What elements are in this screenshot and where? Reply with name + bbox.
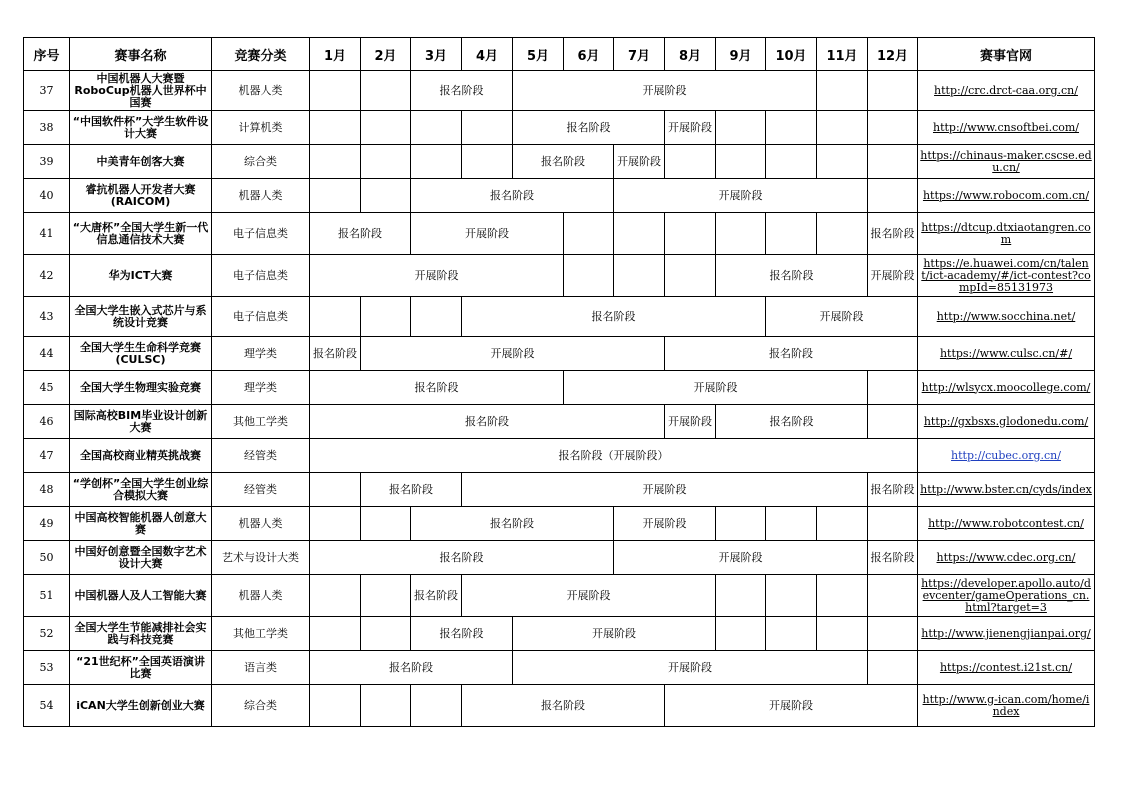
month-cell-empty — [716, 111, 766, 145]
month-cell-empty — [361, 685, 411, 727]
stage-cell: 报名阶段 — [361, 473, 462, 507]
stage-cell: 报名阶段 — [310, 337, 361, 371]
month-cell-empty — [310, 179, 361, 213]
official-website-cell — [918, 213, 1095, 255]
stage-cell: 开展阶段 — [411, 213, 564, 255]
table-row — [24, 255, 1095, 297]
month-cell-empty — [817, 617, 868, 651]
competition-category: 理学类 — [212, 371, 310, 405]
stage-cell: 开展阶段 — [766, 297, 918, 337]
stage-cell: 报名阶段 — [411, 617, 513, 651]
column-header: 6月 — [564, 38, 614, 71]
table-body — [24, 71, 1095, 727]
stage-cell: 开展阶段 — [462, 473, 868, 507]
month-cell-empty — [868, 575, 918, 617]
month-cell-empty — [868, 371, 918, 405]
month-cell-empty — [411, 145, 462, 179]
stage-cell: 报名阶段 — [310, 541, 614, 575]
competition-category: 机器人类 — [212, 575, 310, 617]
month-cell-empty — [310, 111, 361, 145]
competition-name: 全国大学生生命科学竞赛(CULSC) — [70, 337, 212, 371]
month-cell-empty — [868, 405, 918, 439]
row-number: 50 — [24, 541, 70, 575]
stage-cell: 开展阶段 — [513, 617, 716, 651]
official-website-link[interactable]: http://www.socchina.net/ — [936, 309, 1076, 323]
column-header: 9月 — [716, 38, 766, 71]
competition-category: 机器人类 — [212, 71, 310, 111]
month-cell-empty — [817, 71, 868, 111]
month-cell-empty — [716, 617, 766, 651]
official-website-cell — [918, 541, 1095, 575]
column-header: 竞赛分类 — [212, 38, 310, 71]
stage-cell: 报名阶段 — [462, 297, 766, 337]
official-website-cell — [918, 685, 1095, 727]
official-website-cell — [918, 71, 1095, 111]
month-cell-empty — [361, 71, 411, 111]
official-website-cell — [918, 617, 1095, 651]
month-cell-empty — [766, 213, 817, 255]
table-row — [24, 685, 1095, 727]
month-cell-empty — [716, 145, 766, 179]
competition-category: 艺术与设计大类 — [212, 541, 310, 575]
official-website-link[interactable]: http://www.cnsoftbei.com/ — [932, 120, 1079, 134]
column-header: 4月 — [462, 38, 513, 71]
column-header: 赛事名称 — [70, 38, 212, 71]
month-cell-empty — [665, 145, 716, 179]
table-row — [24, 439, 1095, 473]
row-number: 40 — [24, 179, 70, 213]
stage-cell: 报名阶段 — [868, 541, 918, 575]
month-cell-empty — [817, 507, 868, 541]
table-row — [24, 213, 1095, 255]
month-cell-empty — [411, 111, 462, 145]
table-row — [24, 473, 1095, 507]
official-website-link[interactable]: https://www.robocom.com.cn/ — [922, 188, 1090, 202]
official-website-cell — [918, 297, 1095, 337]
month-cell-empty — [310, 685, 361, 727]
stage-cell: 报名阶段 — [411, 507, 614, 541]
competition-name: 全国高校商业精英挑战赛 — [70, 439, 212, 473]
stage-cell: 开展阶段 — [665, 111, 716, 145]
row-number: 46 — [24, 405, 70, 439]
stage-cell: 开展阶段 — [310, 255, 564, 297]
competition-name: 中国机器人及人工智能大赛 — [70, 575, 212, 617]
competition-category: 计算机类 — [212, 111, 310, 145]
table-row — [24, 405, 1095, 439]
column-header: 10月 — [766, 38, 817, 71]
month-cell-empty — [868, 651, 918, 685]
month-cell-empty — [310, 473, 361, 507]
competition-name: 全国大学生嵌入式芯片与系统设计竞赛 — [70, 297, 212, 337]
column-header: 序号 — [24, 38, 70, 71]
stage-cell: 报名阶段（开展阶段） — [310, 439, 918, 473]
month-cell-empty — [361, 617, 411, 651]
stage-cell: 开展阶段 — [614, 179, 868, 213]
row-number: 39 — [24, 145, 70, 179]
stage-cell: 报名阶段 — [310, 651, 513, 685]
month-cell-empty — [817, 145, 868, 179]
competition-name: “21世纪杯”全国英语演讲比赛 — [70, 651, 212, 685]
column-header: 12月 — [868, 38, 918, 71]
official-website-link[interactable]: https://www.culsc.cn/#/ — [939, 346, 1073, 360]
competition-category: 理学类 — [212, 337, 310, 371]
stage-cell: 报名阶段 — [310, 405, 665, 439]
stage-cell: 开展阶段 — [614, 145, 665, 179]
competition-name: “学创杯”全国大学生创业综合模拟大赛 — [70, 473, 212, 507]
stage-cell: 开展阶段 — [513, 71, 817, 111]
official-website-cell — [918, 507, 1095, 541]
stage-cell: 开展阶段 — [614, 541, 868, 575]
table-row — [24, 71, 1095, 111]
row-number: 51 — [24, 575, 70, 617]
stage-cell: 报名阶段 — [716, 255, 868, 297]
competition-name: 睿抗机器人开发者大赛(RAICOM) — [70, 179, 212, 213]
column-header: 7月 — [614, 38, 665, 71]
month-cell-empty — [564, 213, 614, 255]
month-cell-empty — [716, 507, 766, 541]
competition-name: 中国高校智能机器人创意大赛 — [70, 507, 212, 541]
official-website-link[interactable]: http://www.jienengjianpai.org/ — [921, 626, 1091, 640]
month-cell-empty — [310, 297, 361, 337]
month-cell-empty — [817, 575, 868, 617]
competition-name: 国际高校BIM毕业设计创新大赛 — [70, 405, 212, 439]
column-header: 赛事官网 — [918, 38, 1095, 71]
competition-schedule-table — [23, 37, 1095, 727]
month-cell-empty — [361, 507, 411, 541]
official-website-cell — [918, 439, 1095, 473]
competition-name: 全国大学生物理实验竞赛 — [70, 371, 212, 405]
month-cell-empty — [868, 507, 918, 541]
competition-category: 经管类 — [212, 473, 310, 507]
table-row — [24, 651, 1095, 685]
table-row — [24, 111, 1095, 145]
month-cell-empty — [310, 507, 361, 541]
month-cell-empty — [310, 71, 361, 111]
competition-category: 综合类 — [212, 685, 310, 727]
table-row — [24, 145, 1095, 179]
official-website-link[interactable]: https://dtcup.dtxiaotangren.com — [921, 220, 1091, 246]
official-website-link[interactable]: https://chinaus-maker.cscse.edu.cn/ — [920, 148, 1092, 174]
stage-cell: 报名阶段 — [868, 473, 918, 507]
official-website-cell — [918, 255, 1095, 297]
stage-cell: 报名阶段 — [411, 71, 513, 111]
competition-category: 机器人类 — [212, 507, 310, 541]
official-website-cell — [918, 575, 1095, 617]
official-website-cell — [918, 179, 1095, 213]
stage-cell: 开展阶段 — [614, 507, 716, 541]
table-row — [24, 179, 1095, 213]
competition-category: 电子信息类 — [212, 255, 310, 297]
official-website-link[interactable]: https://www.cdec.org.cn/ — [936, 550, 1076, 564]
stage-cell: 开展阶段 — [513, 651, 868, 685]
competition-category: 电子信息类 — [212, 213, 310, 255]
month-cell-empty — [361, 297, 411, 337]
stage-cell: 报名阶段 — [868, 213, 918, 255]
stage-cell: 开展阶段 — [462, 575, 716, 617]
official-website-link[interactable]: https://e.huawei.com/cn/talent/ict-academy/#/ict-contest?compId=85131973 — [921, 256, 1091, 294]
official-website-link[interactable]: http://gxbsxs.glodonedu.com/ — [923, 414, 1089, 428]
official-website-link[interactable]: http://www.g-ican.com/home/index — [922, 692, 1090, 718]
column-header: 3月 — [411, 38, 462, 71]
row-number: 47 — [24, 439, 70, 473]
official-website-cell — [918, 145, 1095, 179]
month-cell-empty — [766, 617, 817, 651]
stage-cell: 报名阶段 — [462, 685, 665, 727]
stage-cell: 报名阶段 — [411, 179, 614, 213]
competition-name: 全国大学生节能减排社会实践与科技竞赛 — [70, 617, 212, 651]
month-cell-empty — [361, 179, 411, 213]
row-number: 48 — [24, 473, 70, 507]
month-cell-empty — [766, 145, 817, 179]
column-header: 2月 — [361, 38, 411, 71]
competition-category: 综合类 — [212, 145, 310, 179]
month-cell-empty — [411, 685, 462, 727]
stage-cell: 开展阶段 — [564, 371, 868, 405]
month-cell-empty — [564, 255, 614, 297]
row-number: 42 — [24, 255, 70, 297]
competition-name: “中国软件杯”大学生软件设计大赛 — [70, 111, 212, 145]
competition-name: 中美青年创客大赛 — [70, 145, 212, 179]
stage-cell: 报名阶段 — [310, 213, 411, 255]
competition-category: 机器人类 — [212, 179, 310, 213]
table-row — [24, 337, 1095, 371]
row-number: 44 — [24, 337, 70, 371]
competition-name: iCAN大学生创新创业大赛 — [70, 685, 212, 727]
competition-category: 语言类 — [212, 651, 310, 685]
stage-cell: 报名阶段 — [310, 371, 564, 405]
table-row — [24, 507, 1095, 541]
month-cell-empty — [614, 213, 665, 255]
official-website-cell — [918, 371, 1095, 405]
month-cell-empty — [868, 617, 918, 651]
month-cell-empty — [310, 145, 361, 179]
stage-cell: 报名阶段 — [411, 575, 462, 617]
competition-name: “大唐杯”全国大学生新一代信息通信技术大赛 — [70, 213, 212, 255]
official-website-link[interactable]: http://www.robotcontest.cn/ — [928, 516, 1084, 530]
column-header: 11月 — [817, 38, 868, 71]
official-website-cell — [918, 337, 1095, 371]
competition-name: 中国机器人大赛暨RoboCup机器人世界杯中国赛 — [70, 71, 212, 111]
official-website-cell — [918, 111, 1095, 145]
official-website-link[interactable]: https://developer.apollo.auto/devcenter/gameOperations_cn.html?target=3 — [921, 576, 1091, 614]
stage-cell: 开展阶段 — [868, 255, 918, 297]
column-header: 8月 — [665, 38, 716, 71]
row-number: 43 — [24, 297, 70, 337]
stage-cell: 开展阶段 — [665, 405, 716, 439]
official-website-link[interactable]: http://cubec.org.cn/ — [951, 448, 1061, 462]
month-cell-empty — [310, 617, 361, 651]
month-cell-empty — [665, 213, 716, 255]
official-website-link[interactable]: https://contest.i21st.cn/ — [939, 660, 1073, 674]
month-cell-empty — [817, 213, 868, 255]
row-number: 38 — [24, 111, 70, 145]
month-cell-empty — [868, 145, 918, 179]
stage-cell: 报名阶段 — [513, 145, 614, 179]
month-cell-empty — [766, 507, 817, 541]
stage-cell: 报名阶段 — [716, 405, 868, 439]
month-cell-empty — [868, 71, 918, 111]
month-cell-empty — [868, 111, 918, 145]
competition-category: 其他工学类 — [212, 617, 310, 651]
table-row — [24, 617, 1095, 651]
competition-name: 华为ICT大赛 — [70, 255, 212, 297]
month-cell-empty — [361, 145, 411, 179]
month-cell-empty — [614, 255, 665, 297]
header-row — [24, 38, 1095, 71]
month-cell-empty — [766, 111, 817, 145]
column-header: 5月 — [513, 38, 564, 71]
month-cell-empty — [411, 297, 462, 337]
month-cell-empty — [766, 575, 817, 617]
row-number: 53 — [24, 651, 70, 685]
competition-category: 其他工学类 — [212, 405, 310, 439]
competition-category: 电子信息类 — [212, 297, 310, 337]
month-cell-empty — [665, 255, 716, 297]
stage-cell: 开展阶段 — [361, 337, 665, 371]
official-website-link[interactable]: http://crc.drct-caa.org.cn/ — [934, 83, 1078, 97]
table-row — [24, 575, 1095, 617]
table-header — [24, 38, 1095, 71]
table-row — [24, 371, 1095, 405]
official-website-cell — [918, 651, 1095, 685]
official-website-cell — [918, 473, 1095, 507]
month-cell-empty — [361, 575, 411, 617]
official-website-link[interactable]: http://wlsycx.moocollege.com/ — [921, 380, 1091, 394]
row-number: 37 — [24, 71, 70, 111]
column-header: 1月 — [310, 38, 361, 71]
row-number: 45 — [24, 371, 70, 405]
stage-cell: 开展阶段 — [665, 685, 918, 727]
month-cell-empty — [462, 145, 513, 179]
row-number: 49 — [24, 507, 70, 541]
month-cell-empty — [310, 575, 361, 617]
row-number: 52 — [24, 617, 70, 651]
stage-cell: 报名阶段 — [665, 337, 918, 371]
official-website-link[interactable]: http://www.bster.cn/cyds/index — [920, 482, 1092, 496]
row-number: 54 — [24, 685, 70, 727]
table-row — [24, 297, 1095, 337]
month-cell-empty — [361, 111, 411, 145]
month-cell-empty — [716, 575, 766, 617]
row-number: 41 — [24, 213, 70, 255]
month-cell-empty — [462, 111, 513, 145]
competition-category: 经管类 — [212, 439, 310, 473]
stage-cell: 报名阶段 — [513, 111, 665, 145]
month-cell-empty — [817, 111, 868, 145]
table-row — [24, 541, 1095, 575]
competition-name: 中国好创意暨全国数字艺术设计大赛 — [70, 541, 212, 575]
month-cell-empty — [868, 179, 918, 213]
official-website-cell — [918, 405, 1095, 439]
month-cell-empty — [716, 213, 766, 255]
